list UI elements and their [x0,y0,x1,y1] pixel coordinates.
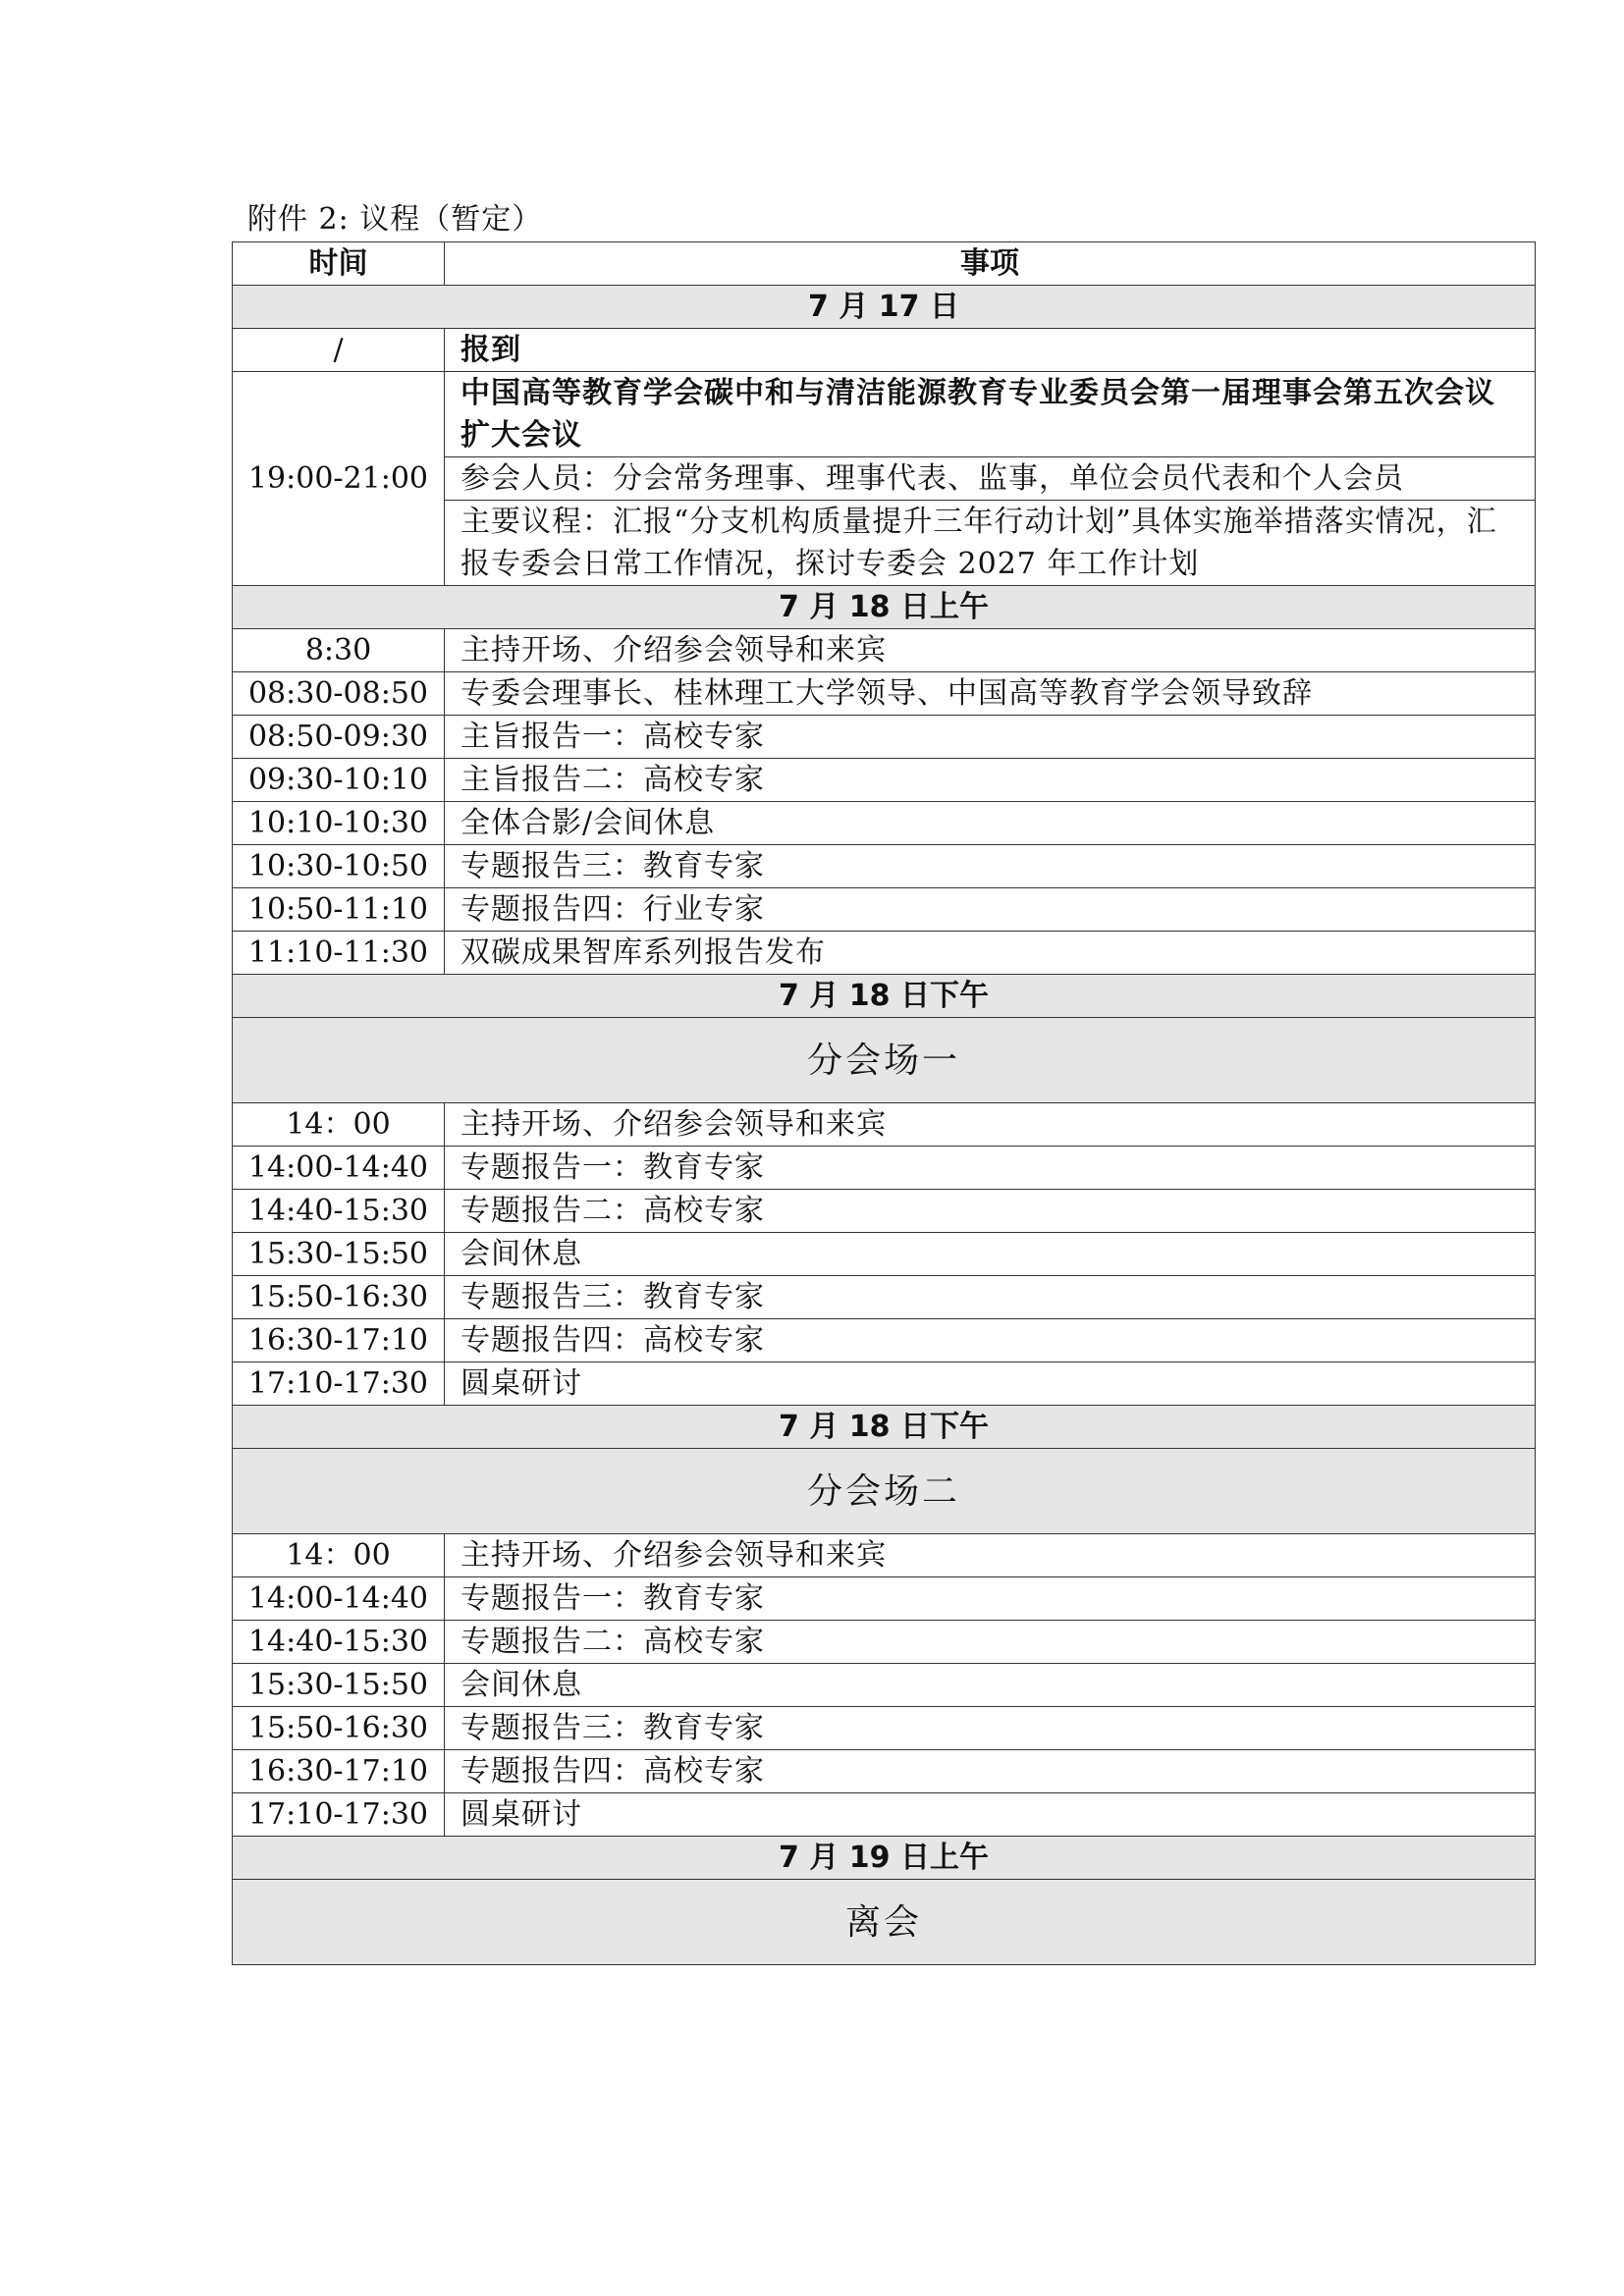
venue-label: 离会 [233,1880,1536,1965]
date-label: 7 月 18 日下午 [233,1406,1536,1449]
item-cell: 全体合影/会间休息 [445,802,1536,845]
table-row [233,372,1536,457]
time-cell: 17:10-17:30 [233,1793,445,1837]
time-cell: 08:50-09:30 [233,716,445,759]
table-row [233,329,1536,372]
table-row [233,1621,1536,1664]
time-cell: 8:30 [233,629,445,672]
table-row [233,888,1536,932]
table-row [233,759,1536,802]
item-cell: 专题报告二：高校专家 [445,1190,1536,1233]
date-label: 7 月 18 日上午 [233,586,1536,629]
table-row [233,1319,1536,1362]
meeting-attendees: 参会人员：分会常务理事、理事代表、监事，单位会员代表和个人会员 [445,457,1536,501]
time-cell: 11:10-11:30 [233,932,445,975]
time-cell: 09:30-10:10 [233,759,445,802]
item-cell: 圆桌研讨 [445,1793,1536,1837]
item-cell: 专题报告一：教育专家 [445,1577,1536,1621]
item-cell: 主旨报告一：高校专家 [445,716,1536,759]
table-row [233,1190,1536,1233]
time-cell: 14:40-15:30 [233,1621,445,1664]
time-cell: 15:50-16:30 [233,1276,445,1319]
time-cell: 17:10-17:30 [233,1362,445,1406]
table-row [233,716,1536,759]
table-row [233,1750,1536,1793]
date-row [233,975,1536,1018]
date-row [233,286,1536,329]
venue-row [233,1449,1536,1534]
meeting-title: 中国高等教育学会碳中和与清洁能源教育专业委员会第一届理事会第五次会议扩大会议 [445,372,1536,457]
time-cell: 10:50-11:10 [233,888,445,932]
item-cell: 专题报告四：行业专家 [445,888,1536,932]
date-row [233,1837,1536,1880]
item-cell: 主持开场、介绍参会领导和来宾 [445,629,1536,672]
venue-label: 分会场二 [233,1449,1536,1534]
table-row [233,1362,1536,1406]
table-row [233,1233,1536,1276]
item-cell: 会间休息 [445,1664,1536,1707]
item-cell: 圆桌研讨 [445,1362,1536,1406]
table-row [233,1793,1536,1837]
time-cell: 15:30-15:50 [233,1664,445,1707]
time-cell: 15:50-16:30 [233,1707,445,1750]
item-cell: 专题报告四：高校专家 [445,1750,1536,1793]
time-cell: 14:00-14:40 [233,1577,445,1621]
agenda-table [232,241,1536,1965]
time-cell: 14：00 [233,1534,445,1577]
date-label: 7 月 18 日下午 [233,975,1536,1018]
table-row [233,1577,1536,1621]
table-row [233,672,1536,716]
time-cell: 15:30-15:50 [233,1233,445,1276]
table-row [233,845,1536,888]
item-cell: 专题报告一：教育专家 [445,1147,1536,1190]
time-cell: 10:30-10:50 [233,845,445,888]
table-row [233,1534,1536,1577]
item-cell: 会间休息 [445,1233,1536,1276]
table-row [233,802,1536,845]
table-row [233,1664,1536,1707]
table-row [233,1276,1536,1319]
item-cell: 专委会理事长、桂林理工大学领导、中国高等教育学会领导致辞 [445,672,1536,716]
table-row [233,1103,1536,1147]
time-cell: 08:30-08:50 [233,672,445,716]
item-cell: 主持开场、介绍参会领导和来宾 [445,1534,1536,1577]
document-caption: 附件 2: 议程（暂定） [247,202,543,237]
item-cell: 主旨报告二：高校专家 [445,759,1536,802]
table-row [233,932,1536,975]
item-cell: 专题报告四：高校专家 [445,1319,1536,1362]
date-row [233,1406,1536,1449]
table-row [233,1707,1536,1750]
item-cell: 主持开场、介绍参会领导和来宾 [445,1103,1536,1147]
time-cell: 14:40-15:30 [233,1190,445,1233]
item-cell: 双碳成果智库系列报告发布 [445,932,1536,975]
table-row [233,1147,1536,1190]
time-cell: / [233,329,445,372]
item-cell: 报到 [445,329,1536,372]
time-cell: 14：00 [233,1103,445,1147]
time-cell: 14:00-14:40 [233,1147,445,1190]
time-cell: 19:00-21:00 [233,372,445,586]
date-label: 7 月 19 日上午 [233,1837,1536,1880]
header-time: 时间 [233,242,445,286]
meeting-agenda: 主要议程：汇报“分支机构质量提升三年行动计划”具体实施举措落实情况，汇报专委会日常工作情况，探讨专委会 2027 年工作计划 [445,501,1536,586]
table-row [233,629,1536,672]
item-cell: 专题报告二：高校专家 [445,1621,1536,1664]
header-item: 事项 [445,242,1536,286]
time-cell: 10:10-10:30 [233,802,445,845]
venue-row [233,1880,1536,1965]
time-cell: 16:30-17:10 [233,1319,445,1362]
table-header-row [233,242,1536,286]
item-cell: 专题报告三：教育专家 [445,845,1536,888]
venue-label: 分会场一 [233,1018,1536,1103]
date-row [233,586,1536,629]
item-cell: 专题报告三：教育专家 [445,1707,1536,1750]
date-label: 7 月 17 日 [233,286,1536,329]
venue-row [233,1018,1536,1103]
time-cell: 16:30-17:10 [233,1750,445,1793]
item-cell: 专题报告三：教育专家 [445,1276,1536,1319]
